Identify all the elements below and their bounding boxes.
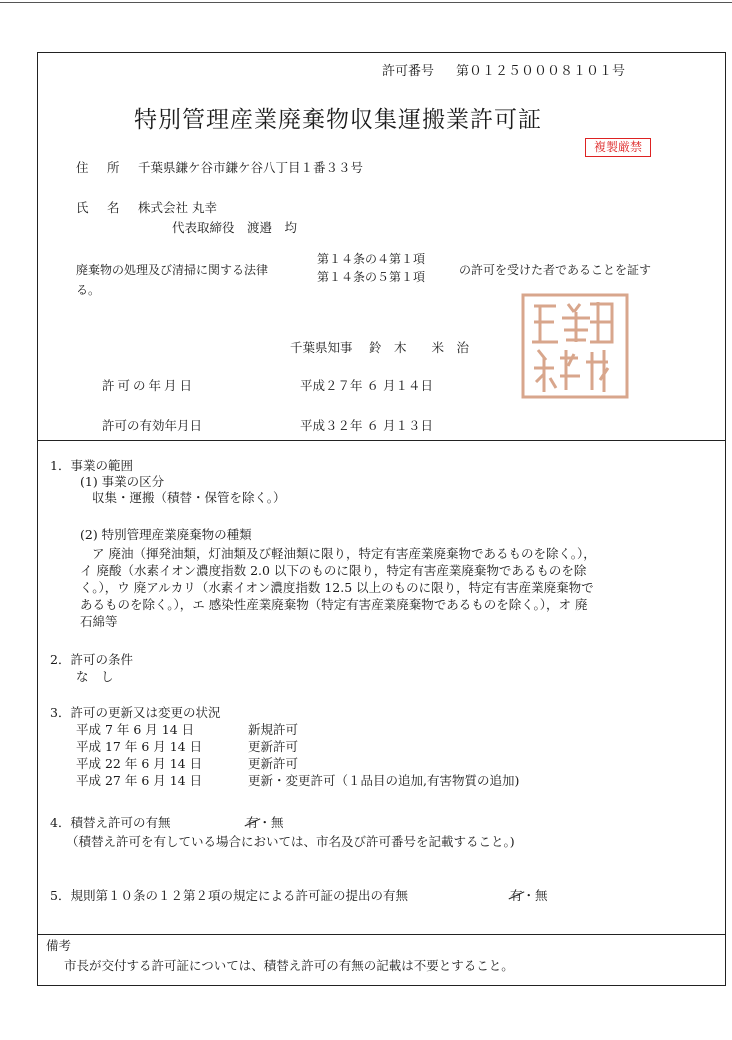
section3-heading: 3．許可の更新又は変更の状況 <box>50 705 221 720</box>
history-type: 更新・変更許可（１品目の追加,有害物質の追加) <box>248 773 520 788</box>
no-copy-stamp: 複製厳禁 <box>585 138 651 157</box>
transshipment-choice <box>246 815 284 831</box>
choice-yes: 有 <box>246 815 259 830</box>
section4-heading: 4．積替え許可の有無 <box>50 815 171 830</box>
top-rule <box>0 2 732 3</box>
choice-no: 無 <box>535 888 548 903</box>
expiry-date-label: 許可の有効年月日 <box>102 418 203 433</box>
divider-remarks <box>37 934 726 935</box>
choice-separator: ・ <box>258 815 272 830</box>
page-title: 特別管理産業廃棄物収集運搬業許可証 <box>134 107 542 133</box>
name-label: 氏 名 <box>76 200 123 215</box>
history-date: 平成 22 年 6 月 14 日 <box>76 756 203 771</box>
waste-types-line: イ 廃酸（水素イオン濃度指数 2.0 以下のものに限り，特定有害産業廃棄物であるものを除 <box>80 563 587 578</box>
representative: 代表取締役 渡邉 均 <box>172 220 298 235</box>
choice-separator: ・ <box>522 888 536 903</box>
history-type: 更新許可 <box>248 756 299 771</box>
choice-yes: 有 <box>510 888 523 903</box>
history-date: 平成 17 年 6 月 14 日 <box>76 739 203 754</box>
section1-sub1-value: 収集・運搬（積替・保管を除く。） <box>92 490 286 505</box>
section5-heading: 5．規則第１０条の１２第２項の規定による許可証の提出の有無 <box>50 888 408 903</box>
section2-value: な し <box>76 669 114 684</box>
section1-sub2: (2) 特別管理産業廃棄物の種類 <box>80 527 252 542</box>
section1-sub1: (1) 事業の区分 <box>80 474 165 489</box>
waste-types-line: 石綿等 <box>80 614 118 629</box>
waste-types-line: あるものを除く。），エ 感染性産業廃棄物（特定有害産業廃棄物であるものを除く。），オ 廃 <box>80 597 588 612</box>
remarks-text: 市長が交付する許可証については、積替え許可の有無の記載は不要とすること。 <box>64 958 514 973</box>
history-type: 新規許可 <box>248 722 299 737</box>
permit-number: 第０１２５０００８１０１号 <box>456 64 626 79</box>
choice-no: 無 <box>271 815 284 830</box>
permit-date-label: 許可の年月日 <box>102 378 196 393</box>
law-prefix: 廃棄物の処理及び清掃に関する法律 <box>76 263 269 277</box>
waste-types-line: ア 廃油（揮発油類，灯油類及び軽油類に限り，特定有害産業廃棄物であるものを除く。）， <box>92 546 596 561</box>
law-clause-1: 第１４条の４第１項 <box>317 252 426 266</box>
history-date: 平成 7 年 6 月 14 日 <box>76 722 195 737</box>
address-label: 住 所 <box>76 160 123 175</box>
divider-header <box>37 440 726 441</box>
history-date: 平成 27 年 6 月 14 日 <box>76 773 203 788</box>
law-clause-2: 第１４条の５第１項 <box>317 270 426 284</box>
law-suffix: の許可を受けた者であることを証す <box>459 263 652 277</box>
section4-note: （積替え許可を有している場合においては、市名及び許可番号を記載すること。) <box>66 834 515 849</box>
governor: 千葉県知事 鈴 木 米 治 <box>290 340 469 355</box>
company-name: 株式会社 丸幸 <box>138 200 217 215</box>
governor-seal-icon <box>520 292 630 400</box>
expiry-date: 平成３２年 ６ 月１３日 <box>300 418 433 433</box>
address-value: 千葉県鎌ケ谷市鎌ケ谷八丁目１番３３号 <box>138 160 364 175</box>
section2-heading: 2．許可の条件 <box>50 652 133 667</box>
law-suffix-end: る。 <box>76 283 101 297</box>
history-type: 更新許可 <box>248 739 299 754</box>
permit-date: 平成２７年 ６ 月１４日 <box>300 378 433 393</box>
permit-number-label: 許可番号 <box>382 64 435 79</box>
section1-heading: 1．事業の範囲 <box>50 458 133 473</box>
remarks-heading: 備考 <box>46 938 72 953</box>
submission-choice <box>510 888 548 904</box>
waste-types-line: く。），ウ 廃アルカリ（水素イオン濃度指数 12.5 以上のものに限り，特定有害産業廃棄物で <box>80 580 594 595</box>
